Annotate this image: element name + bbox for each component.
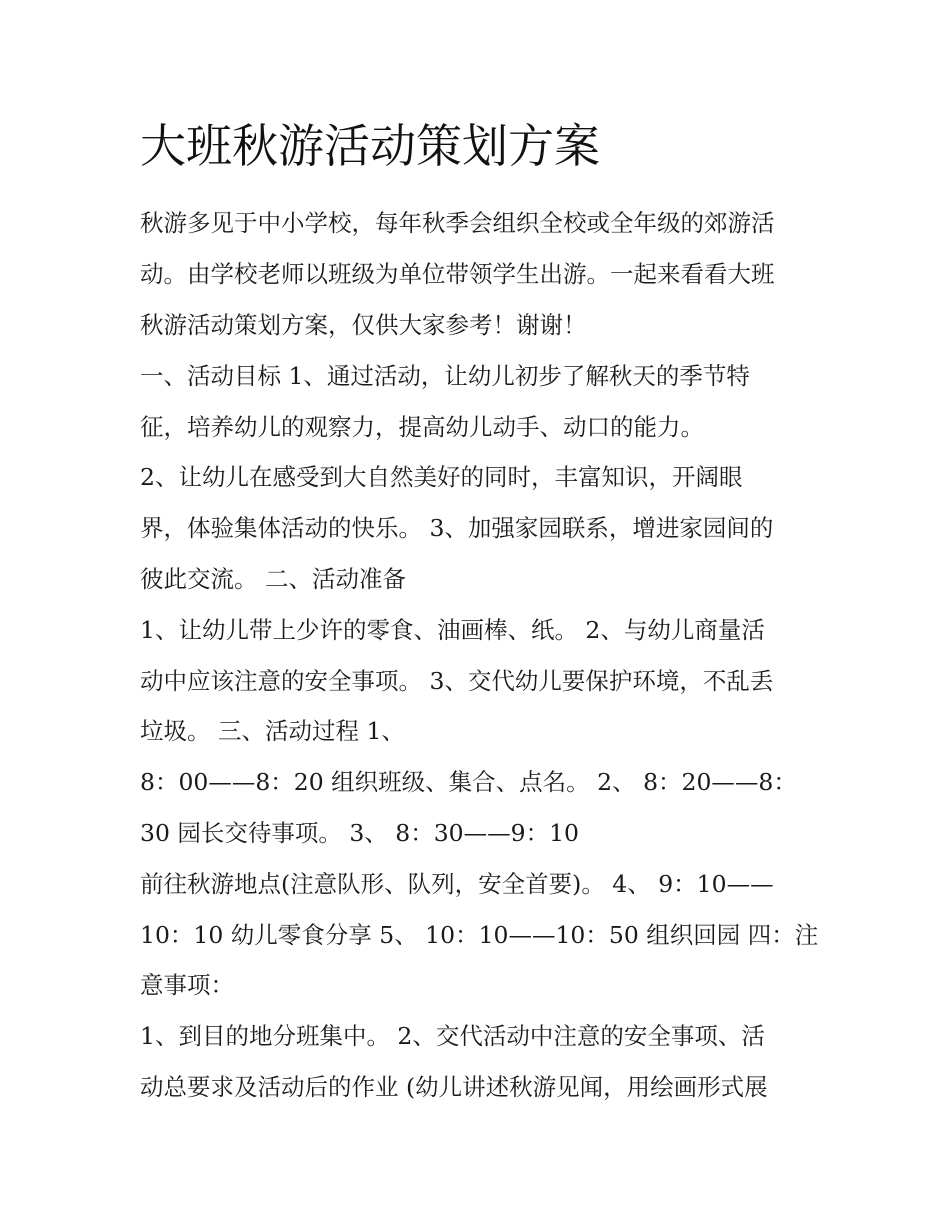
text-line: 动中应该注意的安全事项。 3、交代幼儿要保护环境，不乱丢: [140, 667, 774, 695]
text-line: 征，培养幼儿的观察力，提高幼儿动手、动口的能力。: [140, 413, 704, 441]
text-line: 秋游活动策划方案，仅供大家参考！谢谢！: [140, 311, 587, 339]
text-line: 30 园长交待事项。 3、 8：30——9：10: [140, 819, 579, 847]
text-line: 动。由学校老师以班级为单位带领学生出游。一起来看看大班: [140, 260, 775, 288]
text-line: 2、让幼儿在感受到大自然美好的同时，丰富知识，开阔眼: [140, 463, 743, 491]
text-line: 垃圾。 三、活动过程 1、: [140, 717, 405, 745]
text-line: 8：00——8：20 组织班级、集合、点名。 2、 8：20——8：: [140, 768, 797, 796]
text-line: 秋游多见于中小学校，每年秋季会组织全校或全年级的郊游活: [140, 209, 775, 237]
document-title: 大班秋游活动策划方案: [140, 119, 600, 173]
text-line: 意事项：: [140, 971, 234, 999]
text-line: 界，体验集体活动的快乐。 3、加强家园联系，增进家园间的: [140, 514, 774, 542]
text-line: 一、活动目标 1、通过活动，让幼儿初步了解秋天的季节特: [140, 362, 750, 390]
text-line: 1、到目的地分班集中。 2、交代活动中注意的安全事项、活: [140, 1022, 765, 1050]
text-line: 10：10 幼儿零食分享 5、 10：10——10：50 组织回园 四：注: [140, 921, 819, 949]
text-line: 彼此交流。 二、活动准备: [140, 565, 406, 593]
text-line: 动总要求及活动后的作业 (幼儿讲述秋游见闻，用绘画形式展: [140, 1073, 768, 1101]
text-line: 前往秋游地点(注意队形、队列，安全首要)。 4、 9：10——: [140, 870, 774, 898]
text-line: 1、让幼儿带上少许的零食、油画棒、纸。 2、与幼儿商量活: [140, 616, 765, 644]
